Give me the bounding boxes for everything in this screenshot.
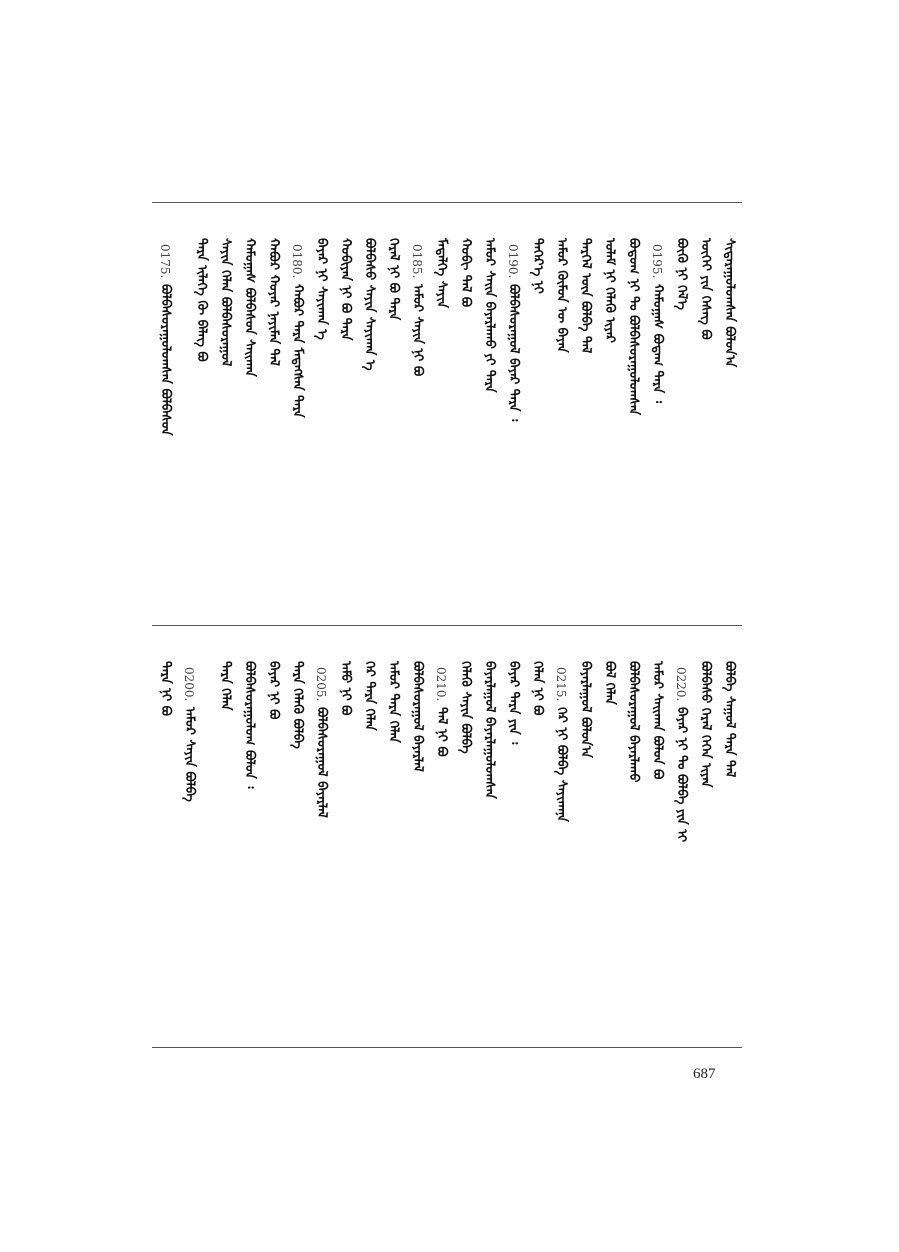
line-number: 0220.: [674, 667, 688, 702]
text-column: [182, 626, 196, 1047]
mongolian-line: ᠬᠠᠪᠤᠷ ᠲᠡᠷᠡ ᠮᠡᠳᠡᠭᠰᠡᠨ ᠲᠡᠷᠡ: [290, 284, 305, 419]
text-column: [602, 626, 616, 1047]
mongolian-line: ᠪᠣᠳᠤᠭ ᠨᠢ ᠲᠣ ᠪᠣᠯᠪᠠᠰᠤᠷᠠᠭᠤᠯᠤᠭᠰᠠᠨ: [626, 238, 641, 416]
line-number: 0195.: [650, 244, 664, 279]
text-column: [218, 203, 232, 625]
text-column: [554, 203, 568, 625]
mongolian-line: ᠪᠠᠶᠠᠷ ᠨᠢ ᠪᠣ: [266, 661, 281, 720]
mongolian-line: ᠭᠡᠷ ᠨᠢ ᠪᠣᠯᠪᠠ ᠰᠠᠶᠢᠬᠠᠨᠡ: [554, 707, 569, 823]
line-number: 0215.: [554, 667, 568, 702]
text-column: [434, 203, 448, 625]
text-column: [290, 626, 304, 1047]
lower-text-block: [152, 626, 742, 1047]
text-column: [698, 626, 712, 1047]
text-column: [338, 203, 352, 625]
mongolian-line: ᠰᠠᠶᠢᠨ ᠬᠡᠯᠡᠨ ᠪᠣᠯᠪᠠᠰᠤᠷᠠᠭᠤᠯ: [218, 238, 233, 367]
text-column: [506, 203, 520, 625]
text-column: [530, 203, 544, 625]
line-number: 0190.: [506, 244, 520, 279]
mongolian-line: ᠠᠮᠤᠷ ᠲᠡᠷᠡ ᠬᠡᠯᠡᠨ: [386, 661, 401, 743]
mongolian-line: ᠮᠡᠳᠡᠯᠭᠡ ᠰᠠᠶᠢᠨ: [434, 238, 449, 309]
mongolian-line: ᠬᠡᠯᠡᠨ ᠨᠢ ᠪᠣ: [530, 661, 545, 716]
mongolian-line: ᠭᠡᠷᠡᠯ ᠨᠢ ᠪᠣ ᠲᠡᠷᠡ: [386, 238, 401, 321]
mongolian-line: ᠲᠡᠷᠡ ᠬᠡᠯᠡᠨ: [218, 661, 233, 711]
text-column: [554, 626, 568, 1047]
mongolian-line: ᠬᠡᠯᠡᠬᠦ ᠰᠠᠶᠢᠨ ᠪᠣᠯᠪᠠ: [458, 661, 473, 754]
mongolian-line: ᠲᠡᠷᠡ ᠨᠢ ᠪᠣ: [158, 661, 173, 716]
text-column: [314, 203, 328, 625]
mongolian-line: ᠪᠣᠯᠪᠠᠰᠤᠷᠠᠭᠤᠯᠤᠭ ᠪᠣᠯᠤᠨ ᠄: [242, 661, 257, 789]
text-column: [674, 626, 688, 1047]
text-column: [314, 626, 328, 1047]
text-column: [242, 626, 256, 1047]
text-column: [626, 203, 640, 625]
mongolian-line: ᠲᠡᠷᠡ ᠢᠯᠡᠭᠡ ᠬᠦ ᠪᠡᠯᠡᠭ ᠪᠣ: [194, 238, 209, 362]
mongolian-line: ᠪᠠᠶᠠᠷ ᠲᠡᠷᠡ ᠶᠢᠨ ᠄: [506, 661, 521, 745]
text-column: [602, 203, 616, 625]
text-column: [458, 203, 472, 625]
text-column: [362, 626, 376, 1047]
mongolian-line: ᠪᠣᠯᠪᠠᠰᠤ ᠰᠠᠶᠢᠨ ᠰᠠᠶᠢᠬᠠᠨ ᠡ: [362, 238, 377, 371]
text-column: [242, 203, 256, 625]
text-column: [650, 626, 664, 1047]
text-column: [158, 626, 172, 1047]
text-column: [410, 203, 424, 625]
text-column: [506, 626, 520, 1047]
text-column: [578, 626, 592, 1047]
text-column: [482, 203, 496, 625]
text-column: [158, 203, 172, 625]
text-column: [266, 203, 280, 625]
mongolian-line: ᠪᠣᠯ ᠬᠡᠯᠡᠨ: [602, 661, 617, 705]
mongolian-line: ᠪᠣᠯᠪᠠᠰᠤᠷᠠᠭᠤᠯ ᠪᠠᠶᠠᠷᠯᠠᠯ: [314, 707, 329, 819]
text-column: [290, 203, 304, 625]
mongolian-line: ᠠᠮᠤ ᠨᠢ ᠪᠣ: [338, 661, 353, 716]
mongolian-line: ᠲᠡᠷᠭᠡᠯ ᠦᠨ ᠪᠣᠯᠪᠠ ᠲᠠᠯ: [578, 238, 593, 354]
text-column: [650, 203, 664, 625]
line-number: 0175.: [158, 244, 172, 279]
mongolian-line: ᠬᠤᠪᠢ ᠲᠠᠯ ᠪᠣ: [458, 238, 473, 308]
text-column: [626, 626, 640, 1047]
text-column: [722, 203, 736, 625]
mongolian-line: ᠠᠮᠤᠷ ᠰᠠᠶᠢᠨ ᠨᠢ ᠪᠣ: [410, 284, 425, 377]
text-column: [458, 626, 472, 1047]
upper-text-block: [152, 203, 742, 625]
page-number: 687: [693, 1066, 716, 1082]
line-number: 0180.: [290, 244, 304, 279]
mongolian-line: ᠳᠡᠭᠡᠷ᠎ᠡ ᠨᠢ: [530, 238, 545, 294]
text-column: [530, 626, 544, 1047]
text-column: [434, 626, 448, 1047]
text-column: [362, 203, 376, 625]
text-column: [482, 626, 496, 1047]
mongolian-line: ᠪᠣᠯᠪᠠᠰᠤᠷᠠᠭᠤᠯᠤᠭᠰᠠᠨ ᠪᠣᠯᠪᠠᠰᠤᠨ: [158, 284, 173, 436]
mongolian-line: ᠪᠣᠯᠪᠠᠰᠤᠷᠠᠭᠤᠯ ᠪᠠᠶᠠᠷᠯᠠᠯ: [410, 661, 425, 772]
mongolian-line: ᠪᠣᠯᠪᠠ ᠰᠠᠭᠤᠯ ᠲᠡᠷᠡ ᠲᠠᠯ: [722, 661, 737, 778]
mongolian-line: ᠬᠠᠪᠤᠷ ᠬᠣᠶᠠᠷ ᠨᠠᠶᠢᠮᠠᠨ ᠲᠠᠯ: [266, 238, 281, 366]
text-column: [218, 626, 232, 1047]
mongolian-line: ᠤᠯᠠᠮ ᠨᠢ ᠬᠡᠯᠡᠬᠦ ᠢᠶᠠᠷ: [602, 238, 617, 343]
text-column: [194, 203, 208, 625]
bottom-rule: [152, 1047, 742, 1048]
text-column: [722, 626, 736, 1047]
text-column: [410, 626, 424, 1047]
mongolian-line: ᠬᠠᠮᠤᠭᠠᠰ ᠪᠣᠯᠪᠠᠰᠤᠨ ᠰᠠᠢᠬᠠᠨ: [242, 238, 257, 377]
mongolian-line: ᠪᠠᠶᠠᠷ ᠨᠢ ᠰᠠᠶᠢᠬᠠᠨ ᠡ: [314, 238, 329, 340]
mongolian-line: ᠲᠠᠯ ᠨᠢ ᠪᠣ: [434, 707, 449, 758]
text-column: [386, 626, 400, 1047]
text-column: [386, 203, 400, 625]
mongolian-line: ᠠᠮᠤᠷ ᠰᠠᠢᠨ ᠪᠠᠶᠠᠷᠯᠠᠬᠤ ᠶᠢ ᠲᠡᠷᠡ: [482, 238, 497, 393]
mongolian-line: ᠪᠣᠯᠪᠠᠰᠤ ᠭᠡᠷᠡᠯ ᠭᠡᠭᠡᠨ ᠢᠶᠠᠨ: [698, 661, 713, 788]
mongolian-line: ᠬᠠᠮᠤᠭᠠᠰ ᠪᠤᠳᠠᠭ ᠲᠡᠷᠡ ᠄: [650, 284, 665, 404]
line-number: 0200.: [182, 667, 196, 702]
mongolian-line: ᠪᠠᠶᠠᠷᠯᠠᠭᠤᠯ ᠪᠣᠯᠤᠨ᠎ᠠ: [578, 661, 593, 758]
mongolian-line: ᠪᠣᠯᠪᠠᠰᠤᠷᠠᠭᠤᠯ ᠪᠠᠶᠠᠷ ᠲᠡᠷᠡ ᠄: [506, 284, 521, 422]
mongolian-line: ᠪᠠᠶᠠᠷᠯᠠᠭᠤᠯ ᠪᠠᠶᠠᠷᠯᠠᠭᠤᠯᠤᠭᠰᠠᠨ: [482, 661, 497, 799]
line-number: 0185.: [410, 244, 424, 279]
text-column: [698, 203, 712, 625]
mongolian-line: ᠠᠮᠤᠷ ᠬᠦᠮᠦᠨ ᠦ ᠪᠠᠶᠠᠨ: [554, 238, 569, 353]
mongolian-line: ᠲᠡᠷᠡ ᠬᠡᠯᠡᠬᠦ ᠪᠣᠯᠪᠠ: [290, 661, 305, 749]
text-column: [578, 203, 592, 625]
mongolian-line: ᠪᠣᠯᠪᠠᠰᠤᠷᠠᠭᠤᠯ ᠪᠠᠶᠠᠷᠯᠠᠬᠤ: [626, 661, 641, 783]
text-column: [674, 203, 688, 625]
mongolian-line: ᠭᠡᠷ ᠲᠡᠷᠡ ᠬᠡᠯᠡᠨ: [362, 661, 377, 731]
mongolian-line: ᠪᠠᠶᠠᠷ ᠨᠢ ᠲᠣ ᠪᠣᠯᠪᠠ ᠶᠢᠨ ᠢ: [674, 707, 689, 843]
text-column: [338, 626, 352, 1047]
mongolian-line: ᠬᠤᠪᠢᠶᠠᠨ ᠨᠢ ᠪᠣ ᠲᠡᠷᠡ: [338, 238, 353, 341]
mongolian-line: ᠠᠮᠤᠷ ᠰᠠᠶᠢᠨ ᠪᠣᠯᠪᠠ: [182, 707, 197, 803]
mongolian-line: ᠠᠮᠤᠷ ᠰᠠᠢᠬᠠᠨ ᠪᠣᠯᠤᠨ ᠪᠣ: [650, 661, 665, 780]
text-column: [266, 626, 280, 1047]
mongolian-line: ᠦᠭᠡᠢ ᠶᠢᠨ ᠬᠡᠰᠡᠭ ᠪᠣ: [698, 238, 713, 340]
mongolian-line: ᠰᠢᠳᠠᠷᠠᠭᠤᠯᠤᠭᠰᠠᠨ ᠪᠤᠯᠤᠨ᠎ᠠ: [722, 238, 737, 368]
mongolian-line: ᠪᠦᠬᠦ ᠨᠢ ᠭᠡᠯ᠎ᠡ: [674, 238, 689, 310]
line-number: 0210.: [434, 667, 448, 702]
line-number: 0205.: [314, 667, 328, 702]
